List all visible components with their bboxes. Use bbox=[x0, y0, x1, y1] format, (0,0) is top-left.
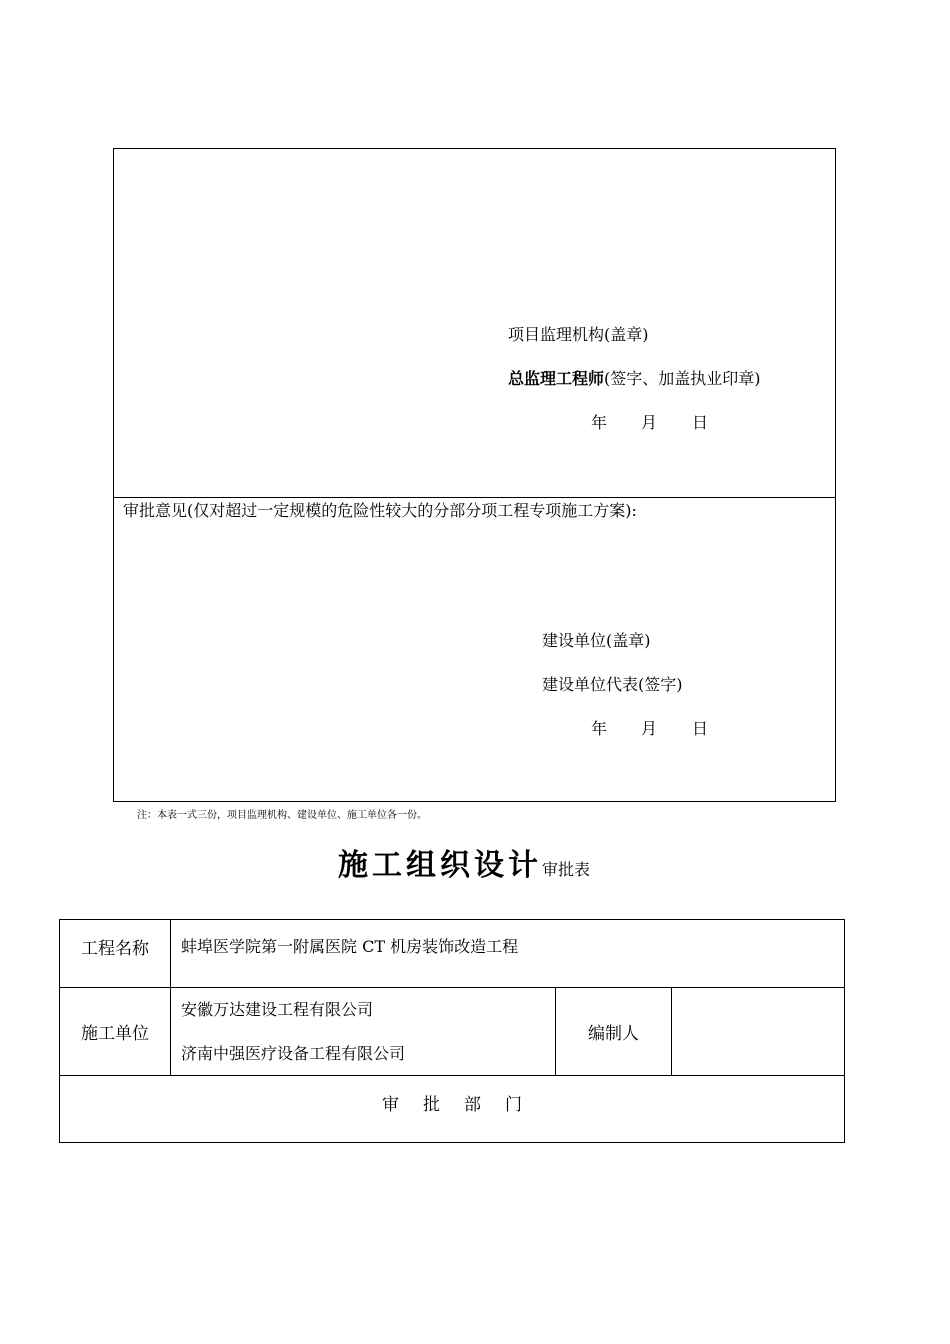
approval-dept-char: 部 bbox=[464, 1095, 481, 1115]
contractor-1: 安徽万达建设工程有限公司 bbox=[181, 999, 374, 1019]
approval-dept-char: 审 bbox=[382, 1095, 399, 1115]
chief-engineer-line bbox=[508, 369, 761, 389]
date-month-1: 月 bbox=[641, 413, 658, 432]
table-row bbox=[60, 988, 845, 1076]
table-row bbox=[60, 1076, 845, 1143]
contractor-2: 济南中强医疗设备工程有限公司 bbox=[181, 1043, 406, 1063]
date-year-1: 年 bbox=[591, 413, 608, 432]
chief-engineer-note: (签字、加盖执业印章) bbox=[604, 369, 761, 388]
date-year-2: 年 bbox=[591, 719, 608, 738]
contractor-values bbox=[171, 988, 556, 1076]
supervision-approval-box bbox=[113, 148, 836, 802]
owner-unit-seal: 建设单位(盖章) bbox=[542, 631, 651, 650]
form-title-main: 施工组织设计 bbox=[338, 848, 542, 883]
supervision-org-seal: 项目监理机构(盖章) bbox=[508, 325, 649, 344]
form-title bbox=[338, 848, 590, 884]
table-row bbox=[60, 920, 845, 988]
section-divider bbox=[113, 497, 836, 498]
owner-representative: 建设单位代表(签字) bbox=[542, 675, 683, 694]
date-month-2: 月 bbox=[641, 719, 658, 738]
chief-engineer-label: 总监理工程师 bbox=[508, 369, 605, 388]
approval-dept-char: 门 bbox=[505, 1095, 522, 1115]
date-day-1: 日 bbox=[692, 413, 709, 432]
project-name-value: 蚌埠医学院第一附属医院 CT 机房装饰改造工程 bbox=[171, 920, 845, 988]
preparer-label: 编制人 bbox=[556, 988, 672, 1076]
contractor-label: 施工单位 bbox=[60, 988, 171, 1076]
approval-opinion-label: 审批意见(仅对超过一定规模的危险性较大的分部分项工程专项施工方案): bbox=[123, 501, 637, 520]
footnote: 注：本表一式三份，项目监理机构、建设单位、施工单位各一份。 bbox=[137, 810, 427, 821]
approval-dept-header bbox=[60, 1076, 845, 1143]
form-title-suffix: 审批表 bbox=[542, 860, 591, 879]
project-name-label: 工程名称 bbox=[60, 920, 171, 988]
approval-dept-char: 批 bbox=[423, 1095, 440, 1115]
approval-form-table bbox=[59, 919, 845, 1143]
date-day-2: 日 bbox=[692, 719, 709, 738]
preparer-value bbox=[672, 988, 845, 1076]
